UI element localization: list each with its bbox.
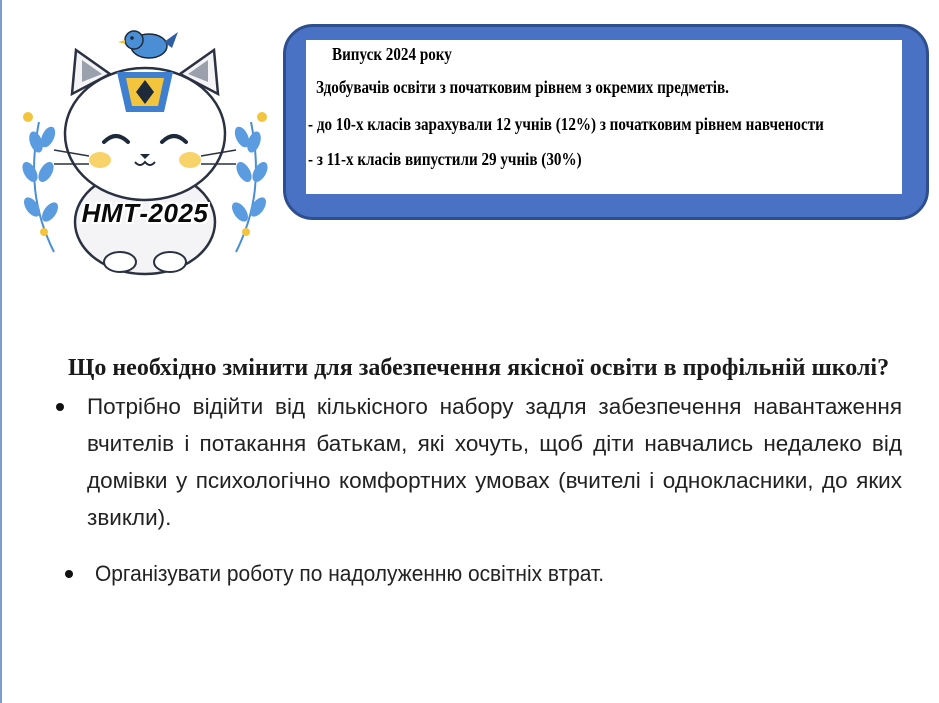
question-heading: Що необхідно змінити для забезпечення якісної освіти в профільній школі? (68, 355, 890, 381)
stats-text-panel (306, 40, 902, 194)
graduation-stats-box (283, 24, 929, 220)
stats-line-grade11: - з 11-х класів випустили 29 учнів (30%) (308, 149, 582, 169)
list-item (38, 555, 902, 592)
bullet-icon (65, 570, 73, 578)
logo-title: НМТ-2025 (81, 198, 209, 228)
stats-heading: Випуск 2024 року (332, 44, 452, 64)
stats-line-grade10: - до 10-х класів зарахували 12 учнів (12%) з початковим рівнем навчености (308, 114, 824, 134)
slide-left-border (0, 0, 2, 703)
bullet-list (38, 388, 902, 592)
bullet-text: Організувати роботу по надолуженню освітніх втрат. (95, 561, 605, 586)
cat-mascot-icon (14, 22, 276, 284)
list-item (38, 388, 902, 536)
stats-subheading: Здобувачів освіти з початковим рівнем з окремих предметів. (316, 77, 729, 97)
nmt-logo (14, 22, 276, 284)
bullet-text: Потрібно відійти від кількісного набору задля забезпечення навантаження вчителів і потакання батькам, які хочуть, щоб діти навчались недалеко від домівки у психологічно комфортних умовах (вчителі і однокласники, до яких звикли). (87, 394, 902, 530)
main-content (38, 352, 902, 592)
bullet-icon (56, 403, 64, 411)
